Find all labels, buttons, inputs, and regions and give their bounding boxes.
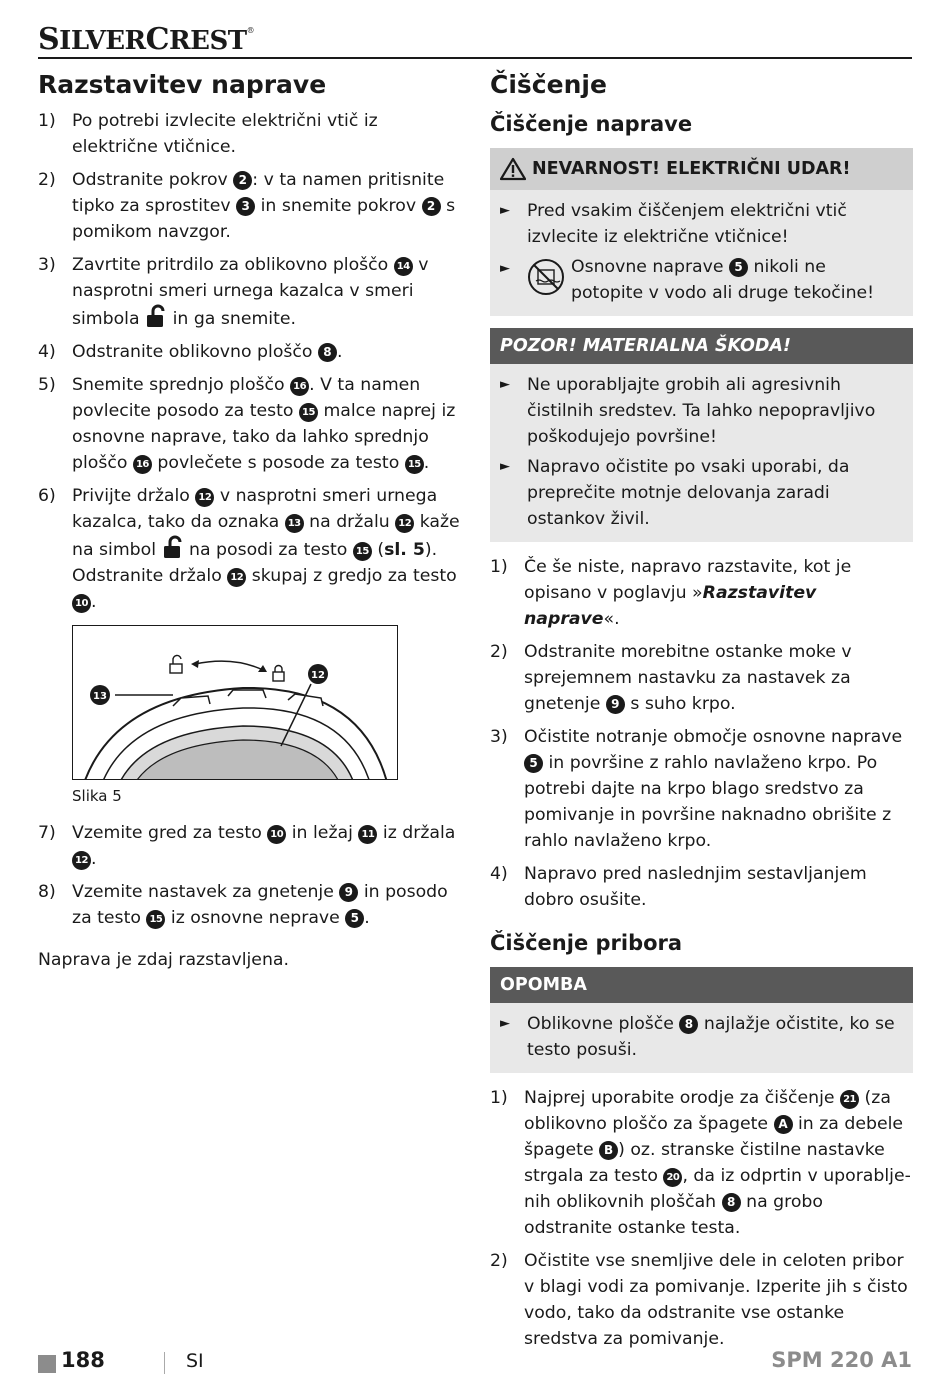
warning-icon (500, 157, 526, 181)
part-number: 14 (394, 257, 413, 276)
callout-12-label: 12 (311, 670, 325, 681)
part-number: 12 (72, 851, 91, 870)
subsection-title-device: Čiščenje naprave (490, 112, 693, 136)
list-item: ► Osnovne naprave 5 nikoli ne potopite v vodo ali druge tekočine! (500, 254, 901, 306)
part-number: 12 (227, 568, 246, 587)
part-number: 12 (395, 514, 414, 533)
part-number: 15 (146, 910, 165, 929)
brand-logo: SILVERCREST® (38, 22, 255, 57)
list-item: 2) Očistite vse snemljive dele in celoten pribor v blagi vodi za pomivanje. Izperite jih s čisto vodo, tako da odstranite vse ostanke sredstva za pomivanje. (490, 1251, 908, 1349)
list-item: 2) Odstranite pokrov 2 : v ta namen pritisnite tipko za sprostitev 3 in snemite pokrov 2 s pomikom navzgor. (38, 170, 456, 242)
part-number: B (599, 1141, 618, 1160)
list-item: ► Pred vsakim čiščenjem električni vtič izvlecite iz električne vtičnice! (500, 198, 901, 250)
right-column (490, 70, 913, 1359)
part-number: 2 (233, 171, 252, 190)
part-number: 5 (729, 258, 748, 277)
part-number: 13 (285, 514, 304, 533)
arrow-icon: ► (500, 1016, 510, 1031)
disassembly-steps-continued (38, 820, 462, 931)
language-code: SI (186, 1350, 204, 1372)
arrow-icon: ► (500, 459, 510, 474)
part-number: 16 (133, 455, 152, 474)
no-immersion-icon (527, 258, 565, 296)
figure-reference: sl. 5 (384, 540, 425, 560)
caution-header: POZOR! MATERIALNA ŠKODA! (490, 328, 913, 364)
header-rule (38, 57, 912, 59)
disassembly-steps (38, 108, 462, 615)
part-number: 3 (236, 197, 255, 216)
list-item: 5) Snemite sprednjo ploščo 16 . V ta namen povlecite posodo za testo 15 malce naprej iz osnovne naprave, tako da lahko sprednjo ploščo 16 povlečete s posode za testo 15 . (38, 375, 456, 473)
part-number: 15 (299, 403, 318, 422)
figure-caption: Slika 5 (72, 787, 122, 805)
list-item: 1) Po potrebi izvlecite električni vtič iz električne vtičnice. (38, 111, 378, 157)
part-number: 8 (679, 1015, 698, 1034)
list-item: 1) Najprej uporabite orodje za čiščenje 21 (za oblikovno ploščo za špagete A in za debele špagete B ) oz. stranske čistilne nastavke strgala za testo 20 , da iz odprtin v uporabljenih oblikovnih ploščah 8 na grobo odstranite ostanke testa. (490, 1088, 911, 1238)
arrow-icon: ► (500, 261, 510, 276)
list-item: 3) Očistite notranje območje osnovne naprave 5 in površine z rahlo navlaženo krpo. Po potrebi dajte na krpo blago sredstvo za pomivanje in površine naknadno obrišite z rahlo navlaženo krpo. (490, 727, 903, 851)
list-item: 4) Napravo pred naslednjim sestavljanjem dobro osušite. (490, 864, 867, 910)
left-column (38, 70, 462, 973)
unlock-icon (162, 535, 184, 559)
part-number: 11 (358, 825, 377, 844)
list-item: ► Ne uporabljajte grobih ali agresivnih čistilnih sredstev. Ta lahko nepopravljivo poškodujejo površine! (500, 372, 901, 450)
part-number: 10 (72, 594, 91, 613)
cleaning-accessories-steps (490, 1085, 913, 1352)
list-item: 7) Vzemite gred za testo 10 in ležaj 11 iz držala 12 . (38, 823, 456, 869)
subsection-title-accessories: Čiščenje pribora (490, 931, 683, 955)
list-item: 6) Privijte držalo 12 v nasprotni smeri urnega kazalca, tako da oznaka 13 na držalu 12 kaže na simbol na posodi za testo 15 (sl. 5). Odstranite držalo 12 skupaj z gredjo za testo 10 . (38, 486, 460, 612)
part-number: A (774, 1115, 793, 1134)
list-item: 4) Odstranite oblikovno ploščo 8 . (38, 342, 343, 362)
note-box (490, 967, 913, 1073)
unlock-icon (145, 304, 167, 328)
danger-box (490, 148, 913, 316)
part-number: 8 (318, 343, 337, 362)
model-number: SPM 220 A1 (771, 1348, 912, 1372)
list-item: 3) Zavrtite pritrdilo za oblikovno ploščo 14 v nasprotni smeri urnega kazalca v smeri simbola in ga snemite. (38, 255, 429, 329)
closing-text: Naprava je zdaj razstavljena. (38, 950, 289, 970)
part-number: 10 (267, 825, 286, 844)
list-item: 1) Če še niste, napravo razstavite, kot je opisano v poglavju »Razstavitev naprave«. (490, 557, 852, 629)
callout-13-label: 13 (93, 691, 107, 702)
part-number: 9 (339, 883, 358, 902)
part-number: 9 (606, 695, 625, 714)
caution-box (490, 328, 913, 542)
arrow-icon: ► (500, 377, 510, 392)
danger-header: NEVARNOST! ELEKTRIČNI UDAR! (490, 148, 913, 190)
list-item: ► Napravo očistite po vsaki uporabi, da preprečite motnje delovanja zaradi ostankov živil. (500, 454, 901, 532)
section-title-cleaning: Čiščenje (490, 70, 607, 99)
holder-diagram (73, 626, 398, 780)
arrow-icon: ► (500, 203, 510, 218)
list-item: 8) Vzemite nastavek za gnetenje 9 in posodo za testo 15 iz osnovne neprave 5 . (38, 882, 448, 928)
page-footer (38, 1348, 912, 1374)
cleaning-device-steps (490, 554, 913, 913)
part-number: 15 (353, 542, 372, 561)
note-header: OPOMBA (490, 967, 913, 1003)
figure-5-illustration (72, 625, 398, 780)
part-number: 15 (405, 455, 424, 474)
part-number: 2 (422, 197, 441, 216)
part-number: 5 (345, 909, 364, 928)
part-number: 5 (524, 754, 543, 773)
chapter-reference: Razstavitev naprave (524, 583, 817, 629)
part-number: 21 (840, 1090, 859, 1109)
part-number: 16 (290, 377, 309, 396)
section-title-disassembly: Razstavitev naprave (38, 70, 327, 99)
part-number: 8 (722, 1193, 741, 1212)
part-number: 20 (663, 1168, 682, 1187)
list-item: 2) Odstranite morebitne ostanke moke v sprejemnem nastavku za nastavek za gnetenje 9 s suho krpo. (490, 642, 852, 714)
part-number: 12 (195, 488, 214, 507)
list-item: ► Oblikovne plošče 8 najlažje očistite, ko se testo posuši. (500, 1011, 901, 1063)
footer-marker (38, 1355, 56, 1373)
footer-divider (164, 1352, 165, 1374)
page-number: 188 (61, 1348, 105, 1372)
